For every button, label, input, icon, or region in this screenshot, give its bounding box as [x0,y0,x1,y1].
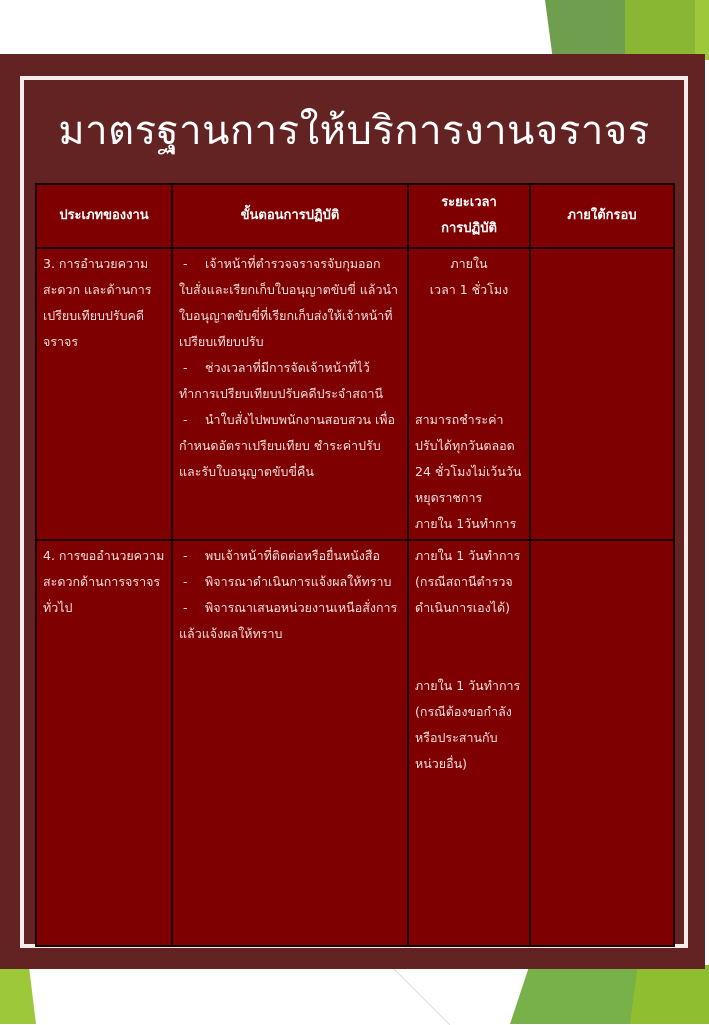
decorative-green-shape [510,965,650,1024]
procedure-step [179,543,401,569]
decorative-line [390,965,450,1025]
framework-cell [530,248,674,540]
duration-cell [408,540,530,946]
table-row [36,248,674,540]
service-standard-panel [0,54,705,969]
header-job-type: ประเภทของงาน [36,184,172,248]
header-procedure: ขั้นตอนการปฏิบัติ [172,184,408,248]
spacer [415,303,523,407]
duration-b: สามารถชำระค่าปรับได้ทุกวันตลอด 24 ชั่วโมงไม่เว้นวันหยุดราชการ ภายใน 1วันทำการ [415,412,522,531]
step-text: พิจารณาดำเนินการแจ้งผลให้ทราบ [205,574,392,589]
bullet-dash: - [183,600,188,615]
page-title: มาตรฐานการให้บริการงานจราจร [58,108,650,154]
bullet-dash: - [183,548,188,563]
duration-b: ภายใน 1 วันทำการ (กรณีต้องขอกำลังหรือประสานกับหน่วยอื่น) [415,678,521,771]
service-standard-table [35,183,675,947]
bullet-dash: - [183,412,188,427]
step-text: ช่วงเวลาที่มีการจัดเจ้าหน้าที่ไว้ทำการเปรียบเทียบปรับคดีประจำสถานี [179,360,384,401]
header-duration-line2: การปฏิบัติ [441,221,497,236]
decorative-green-shape [0,965,36,1024]
framework-cell [530,540,674,946]
job-type-cell: 3. การอำนวยความสะดวก และด้านการเปรียบเทียบปรับคดีจราจร [36,248,172,540]
decorative-green-shape [630,965,709,1024]
step-text: นำใบสั่งไปพบพนักงานสอบสวน เพื่อกำหนดอัตราเปรียบเทียบ ชำระค่าปรับและรับใบอนุญาตขับขี่คืน [179,412,396,479]
procedure-cell [172,248,408,540]
header-duration-line1: ระยะเวลา [441,195,497,210]
procedure-step [179,355,401,407]
header-framework: ภายใต้กรอบ [530,184,674,248]
inner-frame [20,76,688,948]
duration-a: ภายใน 1 วันทำการ (กรณีสถานีตำรวจดำเนินการเองได้) [415,548,521,615]
procedure-cell [172,540,408,946]
spacer [415,621,523,673]
procedure-step [179,595,401,647]
step-text: เจ้าหน้าที่ตำรวจจราจรจับกุมออกใบสั่งและเรียกเก็บใบอนุญาตขับขี่ แล้วนำใบอนุญาตขับขี่ที่เรียกเก็บส่งให้เจ้าหน้าที่เปรียบเทียบปรับ [179,256,399,349]
bullet-dash: - [183,574,188,589]
table-row [36,540,674,946]
duration-a-line1: ภายใน [450,256,488,271]
bullet-dash: - [183,256,188,271]
step-text: พบเจ้าหน้าที่ติดต่อหรือยื่นหนังสือ [205,548,381,563]
procedure-step [179,569,401,595]
header-duration [408,184,530,248]
job-type-cell: 4. การขออำนวยความสะดวกด้านการจราจรทั่วไป [36,540,172,946]
decorative-green-shape [695,0,709,60]
bullet-dash: - [183,360,188,375]
procedure-step [179,251,401,355]
table-header-row [36,184,674,248]
procedure-step [179,407,401,485]
duration-a-line2: เวลา 1 ชั่วโมง [429,282,509,297]
duration-cell [408,248,530,540]
step-text: พิจารณาเสนอหน่วยงานเหนือสั่งการแล้วแจ้งผลให้ทราบ [179,600,398,641]
